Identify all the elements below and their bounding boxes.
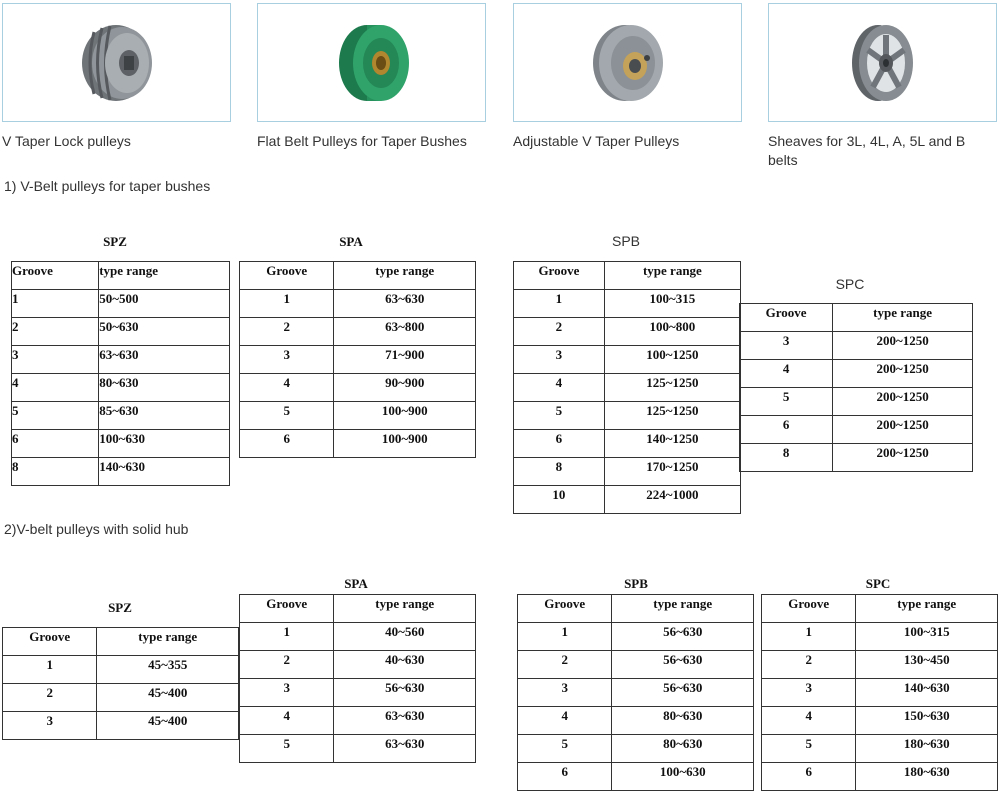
groove-cell: 4 [240, 707, 334, 735]
table-row [12, 318, 230, 346]
table-row [762, 679, 998, 707]
table-row [518, 707, 754, 735]
table-row [240, 707, 476, 735]
table-row [514, 486, 741, 514]
type-range-cell: 200~1250 [833, 360, 973, 388]
type-range-cell: 140~630 [99, 458, 230, 486]
type-range-cell: 85~630 [99, 402, 230, 430]
table-title: SPA [339, 234, 363, 249]
table-row [240, 346, 476, 374]
type-range-cell: 125~1250 [604, 402, 740, 430]
column-header-groove: Groove [240, 262, 334, 290]
table-row [240, 735, 476, 763]
groove-cell: 3 [762, 679, 856, 707]
table-row [240, 679, 476, 707]
groove-cell: 3 [740, 332, 833, 360]
groove-cell: 4 [240, 374, 334, 402]
column-header-groove: Groove [518, 595, 612, 623]
groove-cell: 10 [514, 486, 605, 514]
type-range-cell: 200~1250 [833, 416, 973, 444]
table-title: SPZ [108, 600, 132, 615]
groove-cell: 5 [740, 388, 833, 416]
column-header-type-range: type range [612, 595, 754, 623]
groove-cell: 5 [762, 735, 856, 763]
table-row [518, 651, 754, 679]
groove-cell: 4 [740, 360, 833, 388]
table-row [514, 374, 741, 402]
type-range-cell: 125~1250 [604, 374, 740, 402]
column-header-type-range: type range [334, 595, 476, 623]
adjustable-v-pulley-image [583, 18, 673, 108]
table-row [12, 290, 230, 318]
groove-cell: 1 [3, 656, 97, 684]
groove-cell: 3 [514, 346, 605, 374]
groove-cell: 3 [3, 712, 97, 740]
type-range-cell: 100~630 [612, 763, 754, 791]
table-row [762, 707, 998, 735]
table-row [518, 679, 754, 707]
groove-cell: 6 [518, 763, 612, 791]
column-header-groove: Groove [514, 262, 605, 290]
column-header-type-range: type range [99, 262, 230, 290]
spec-table-spz [2, 627, 239, 740]
groove-cell: 1 [240, 623, 334, 651]
table-row [240, 651, 476, 679]
type-range-cell: 150~630 [856, 707, 998, 735]
table-title: SPC [865, 576, 891, 591]
spec-table-spa [239, 594, 476, 763]
type-range-cell: 63~630 [334, 290, 476, 318]
table-header-row [514, 262, 741, 290]
table-row [740, 332, 973, 360]
spec-table-spb [517, 594, 754, 791]
product-card-flat-belt[interactable] [257, 3, 486, 151]
type-range-cell: 45~400 [97, 712, 239, 740]
table-header-row [762, 595, 998, 623]
product-card-sheave[interactable] [768, 3, 997, 170]
table-row [740, 388, 973, 416]
column-header-groove: Groove [3, 628, 97, 656]
type-range-cell: 63~630 [334, 707, 476, 735]
type-range-cell: 56~630 [612, 679, 754, 707]
groove-cell: 1 [240, 290, 334, 318]
type-range-cell: 40~560 [334, 623, 476, 651]
product-caption[interactable]: Flat Belt Pulleys for Taper Bushes [257, 133, 467, 149]
groove-cell: 2 [240, 651, 334, 679]
table-row [240, 430, 476, 458]
table-header-row [12, 262, 230, 290]
groove-cell: 2 [762, 651, 856, 679]
product-image-frame[interactable] [768, 3, 997, 122]
groove-cell: 5 [240, 402, 334, 430]
table-row [12, 458, 230, 486]
table-row [12, 346, 230, 374]
table-row [762, 651, 998, 679]
table-row [762, 763, 998, 791]
table-row [514, 402, 741, 430]
column-header-groove: Groove [240, 595, 334, 623]
table-row [3, 684, 239, 712]
groove-cell: 5 [514, 402, 605, 430]
column-header-groove: Groove [762, 595, 856, 623]
groove-cell: 6 [12, 430, 99, 458]
table-row [3, 656, 239, 684]
type-range-cell: 100~900 [334, 402, 476, 430]
type-range-cell: 80~630 [612, 707, 754, 735]
table-row [740, 360, 973, 388]
table-title: SPZ [103, 234, 127, 249]
table-title: SPA [344, 576, 368, 591]
section-title: 2)V-belt pulleys with solid hub [4, 521, 189, 537]
table-row [514, 346, 741, 374]
spec-table-spb [513, 261, 741, 514]
groove-cell: 1 [514, 290, 605, 318]
column-header-type-range: type range [334, 262, 476, 290]
table-row [762, 735, 998, 763]
type-range-cell: 200~1250 [833, 444, 973, 472]
type-range-cell: 90~900 [334, 374, 476, 402]
table-row [3, 712, 239, 740]
v-taper-lock-pulley-image [72, 18, 162, 108]
groove-cell: 5 [12, 402, 99, 430]
table-title: SPC [835, 276, 865, 292]
type-range-cell: 200~1250 [833, 388, 973, 416]
type-range-cell: 130~450 [856, 651, 998, 679]
column-header-type-range: type range [97, 628, 239, 656]
table-title: SPB [624, 576, 648, 591]
spec-table-spc [761, 594, 998, 791]
type-range-cell: 100~900 [334, 430, 476, 458]
product-caption[interactable]: Adjustable V Taper Pulleys [513, 133, 680, 149]
table-row [514, 458, 741, 486]
type-range-cell: 100~315 [856, 623, 998, 651]
table-header-row [740, 304, 973, 332]
table-row [762, 623, 998, 651]
table-row [240, 290, 476, 318]
type-range-cell: 100~1250 [604, 346, 740, 374]
table-header-row [518, 595, 754, 623]
groove-cell: 5 [518, 735, 612, 763]
type-range-cell: 56~630 [612, 623, 754, 651]
groove-cell: 1 [762, 623, 856, 651]
product-image-frame[interactable] [513, 3, 742, 122]
table-row [518, 763, 754, 791]
type-range-cell: 40~630 [334, 651, 476, 679]
groove-cell: 5 [240, 735, 334, 763]
table-row [12, 430, 230, 458]
type-range-cell: 224~1000 [604, 486, 740, 514]
groove-cell: 2 [3, 684, 97, 712]
groove-cell: 6 [762, 763, 856, 791]
spec-table-spa [239, 261, 476, 458]
table-row [240, 318, 476, 346]
type-range-cell: 100~315 [604, 290, 740, 318]
groove-cell: 2 [514, 318, 605, 346]
flat-belt-pulley-image [327, 18, 417, 108]
groove-cell: 3 [518, 679, 612, 707]
type-range-cell: 50~500 [99, 290, 230, 318]
product-image-frame[interactable] [257, 3, 486, 122]
column-header-type-range: type range [604, 262, 740, 290]
column-header-groove: Groove [12, 262, 99, 290]
groove-cell: 3 [240, 679, 334, 707]
type-range-cell: 180~630 [856, 735, 998, 763]
table-row [240, 402, 476, 430]
type-range-cell: 140~630 [856, 679, 998, 707]
table-header-row [3, 628, 239, 656]
column-header-groove: Groove [740, 304, 833, 332]
product-card-v-taper-lock[interactable] [2, 3, 231, 151]
table-header-row [240, 595, 476, 623]
type-range-cell: 71~900 [334, 346, 476, 374]
type-range-cell: 45~400 [97, 684, 239, 712]
groove-cell: 2 [518, 651, 612, 679]
groove-cell: 8 [740, 444, 833, 472]
table-row [514, 290, 741, 318]
groove-cell: 4 [514, 374, 605, 402]
spec-table-spc [739, 303, 973, 472]
groove-cell: 4 [12, 374, 99, 402]
type-range-cell: 63~630 [99, 346, 230, 374]
type-range-cell: 45~355 [97, 656, 239, 684]
table-header-row [240, 262, 476, 290]
groove-cell: 3 [240, 346, 334, 374]
groove-cell: 3 [12, 346, 99, 374]
groove-cell: 6 [740, 416, 833, 444]
groove-cell: 2 [240, 318, 334, 346]
type-range-cell: 180~630 [856, 763, 998, 791]
type-range-cell: 100~630 [99, 430, 230, 458]
type-range-cell: 200~1250 [833, 332, 973, 360]
type-range-cell: 80~630 [612, 735, 754, 763]
type-range-cell: 80~630 [99, 374, 230, 402]
groove-cell: 4 [518, 707, 612, 735]
type-range-cell: 56~630 [612, 651, 754, 679]
product-card-adjustable-v[interactable] [513, 3, 742, 151]
table-row [740, 444, 973, 472]
table-row [240, 623, 476, 651]
groove-cell: 1 [518, 623, 612, 651]
table-row [518, 623, 754, 651]
product-caption[interactable]: Sheaves for 3L, 4L, A, 5L and B belts [768, 133, 966, 168]
table-row [740, 416, 973, 444]
type-range-cell: 140~1250 [604, 430, 740, 458]
table-row [12, 402, 230, 430]
section-title: 1) V-Belt pulleys for taper bushes [4, 178, 211, 194]
column-header-type-range: type range [833, 304, 973, 332]
table-title: SPB [611, 233, 640, 249]
type-range-cell: 63~630 [334, 735, 476, 763]
product-caption[interactable]: V Taper Lock pulleys [2, 133, 131, 149]
type-range-cell: 63~800 [334, 318, 476, 346]
type-range-cell: 56~630 [334, 679, 476, 707]
product-image-frame[interactable] [2, 3, 231, 122]
groove-cell: 8 [514, 458, 605, 486]
groove-cell: 2 [12, 318, 99, 346]
table-row [12, 374, 230, 402]
groove-cell: 4 [762, 707, 856, 735]
column-header-type-range: type range [856, 595, 998, 623]
sheave-image [838, 18, 928, 108]
groove-cell: 8 [12, 458, 99, 486]
groove-cell: 6 [240, 430, 334, 458]
table-row [240, 374, 476, 402]
groove-cell: 1 [12, 290, 99, 318]
type-range-cell: 100~800 [604, 318, 740, 346]
type-range-cell: 170~1250 [604, 458, 740, 486]
type-range-cell: 50~630 [99, 318, 230, 346]
groove-cell: 6 [514, 430, 605, 458]
table-row [514, 430, 741, 458]
spec-table-spz [11, 261, 230, 486]
table-row [518, 735, 754, 763]
table-row [514, 318, 741, 346]
